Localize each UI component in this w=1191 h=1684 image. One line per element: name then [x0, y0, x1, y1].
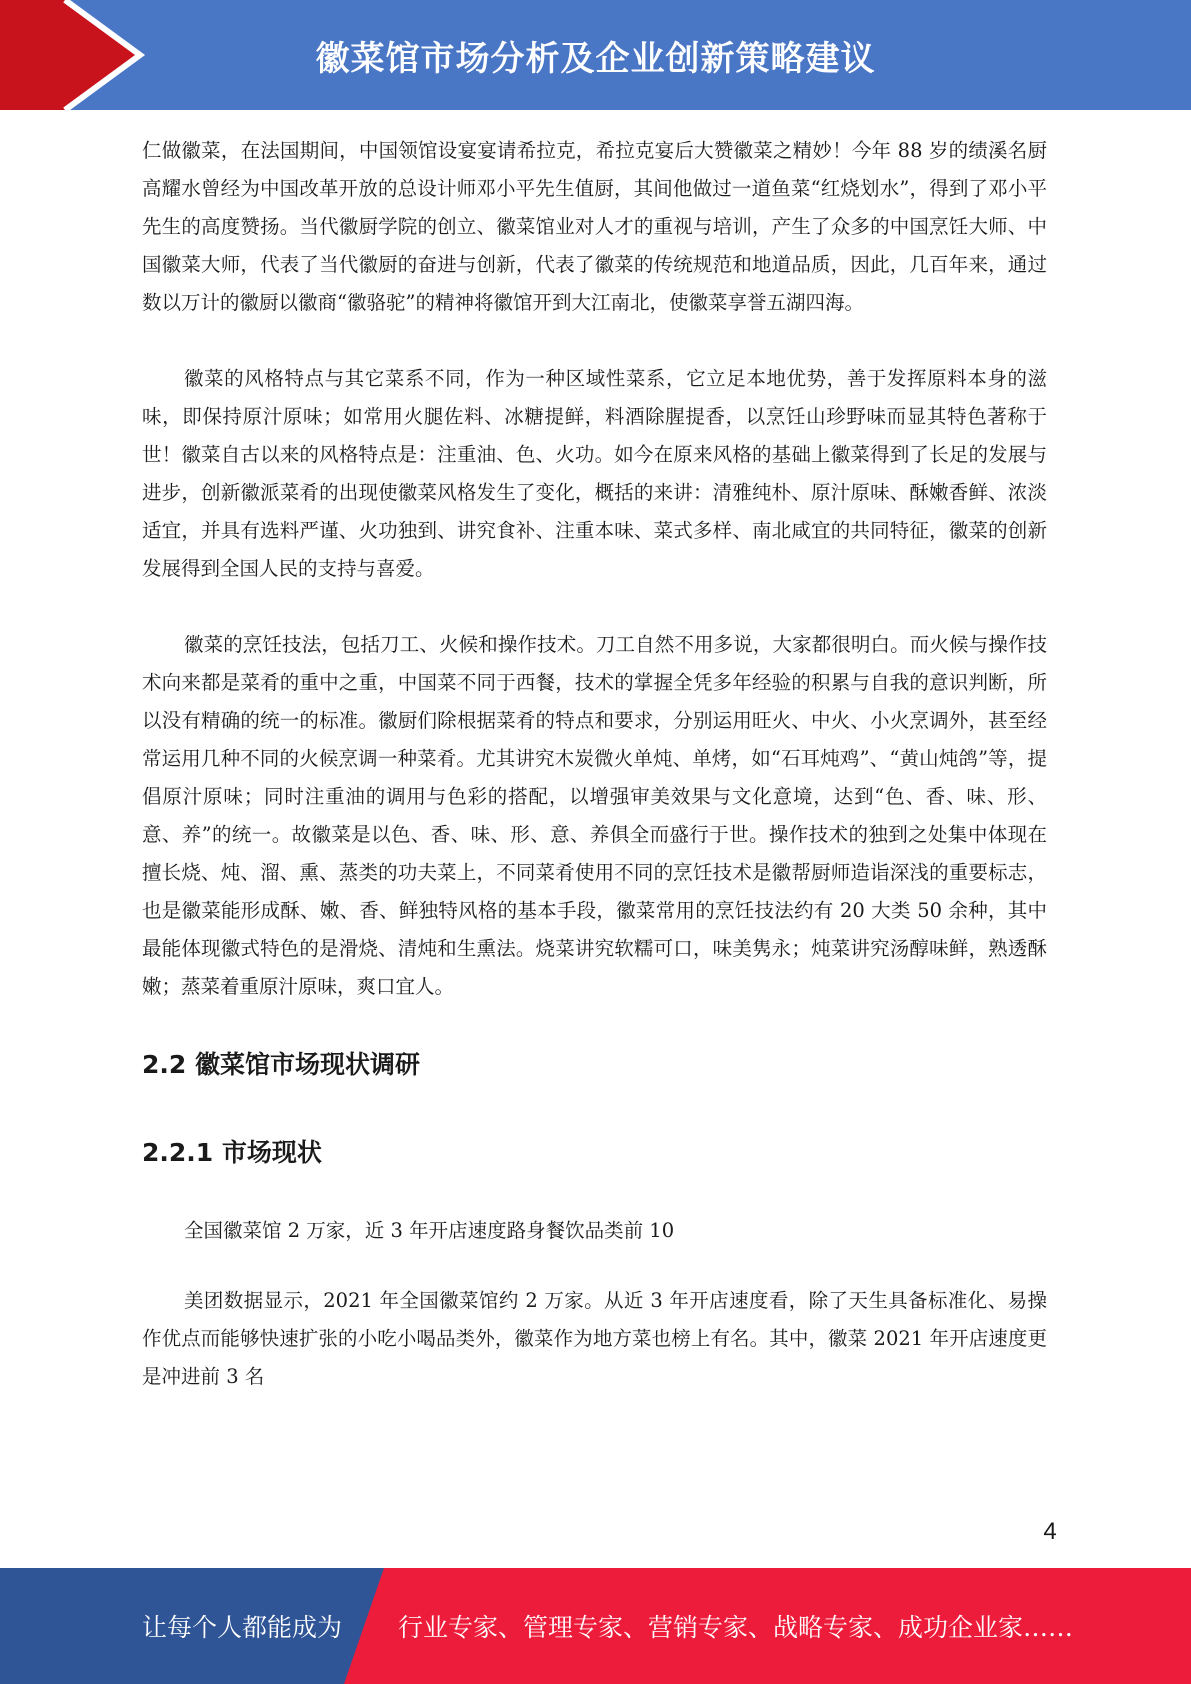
page-footer — [0, 1568, 1191, 1684]
page-header — [0, 0, 1191, 110]
document-title: 徽菜馆市场分析及企业创新策略建议 — [315, 38, 876, 79]
subsection-heading: 2.2.1 市场现状 — [142, 1138, 322, 1167]
footer-slogan-left: 让每个人都能成为 — [142, 1613, 343, 1642]
chevron-arrow-icon — [0, 0, 160, 110]
body-paragraph-2: 徽菜的风格特点与其它菜系不同，作为一种区域性菜系，它立足本地优势，善于发挥原料本身的滋味，即保持原汁原味；如常用火腿佐料、冰糖提鲜，料酒除腥提香，以烹饪山珍野味而显其特色著称于世！徽菜自古以来的风格特点是：注重油、色、火功。如今在原来风格的基础上徽菜得到了长足的发展与进步，创新徽派菜肴的出现使徽菜风格发生了变化，概括的来讲：清雅纯朴、原汁原味、酥嫩香鲜、浓淡适宜，并具有选料严谨、火功独到、讲究食补、注重本味、菜式多样、南北咸宜的共同特征，徽菜的创新发展得到全国人民的支持与喜爱。 — [142, 367, 1047, 580]
body-paragraph-1: 仁做徽菜，在法国期间，中国领馆设宴宴请希拉克，希拉克宴后大赞徽菜之精妙！今年 88 岁的绩溪名厨高耀水曾经为中国改革开放的总设计师邓小平先生值厨，其间他做过一道鱼菜“红烧划水”，得到了邓小平先生的高度赞扬。当代徽厨学院的创立、徽菜馆业对人才的重视与培训，产生了众多的中国烹饪大师、中国徽菜大师，代表了当代徽厨的奋进与创新，代表了徽菜的传统规范和地道品质，因此，几百年来，通过数以万计的徽厨以徽商“徽骆驼”的精神将徽馆开到大江南北，使徽菜享誉五湖四海。 — [142, 139, 1047, 314]
section-heading: 2.2 徽菜馆市场现状调研 — [142, 1050, 420, 1079]
footer-slogan-right: 行业专家、管理专家、营销专家、战略专家、成功企业家…… — [398, 1613, 1074, 1642]
page-number: 4 — [1043, 1518, 1057, 1545]
lead-paragraph: 全国徽菜馆 2 万家，近 3 年开店速度路身餐饮品类前 10 — [184, 1219, 675, 1242]
market-paragraph: 美团数据显示，2021 年全国徽菜馆约 2 万家。从近 3 年开店速度看，除了天生具备标准化、易操作优点而能够快速扩张的小吃小喝品类外，徽菜作为地方菜也榜上有名。其中，徽菜 2021 年开店速度更是冲进前 3 名 — [142, 1289, 1047, 1388]
document-body — [142, 132, 1047, 1396]
body-paragraph-3: 徽菜的烹饪技法，包括刀工、火候和操作技术。刀工自然不用多说，大家都很明白。而火候与操作技术向来都是菜肴的重中之重，中国菜不同于西餐，技术的掌握全凭多年经验的积累与自我的意识判断，所以没有精确的统一的标准。徽厨们除根据菜肴的特点和要求，分别运用旺火、中火、小火烹调外，甚至经常运用几种不同的火候烹调一种菜肴。尤其讲究木炭微火单炖、单烤，如“石耳炖鸡”、“黄山炖鸽”等，提倡原汁原味；同时注重油的调用与色彩的搭配，以增强审美效果与文化意境，达到“色、香、味、形、意、养”的统一。故徽菜是以色、香、味、形、意、养俱全而盛行于世。操作技术的独到之处集中体现在擅长烧、炖、溜、熏、蒸类的功夫菜上，不同菜肴使用不同的烹饪技术是徽帮厨师造诣深浅的重要标志，也是徽菜能形成酥、嫩、香、鲜独特风格的基本手段，徽菜常用的烹饪技法约有 20 大类 50 余种，其中最能体现徽式特色的是滑烧、清炖和生熏法。烧菜讲究软糯可口，味美隽永；炖菜讲究汤醇味鲜，熟透酥嫩；蒸菜着重原汁原味，爽口宜人。 — [142, 633, 1047, 998]
